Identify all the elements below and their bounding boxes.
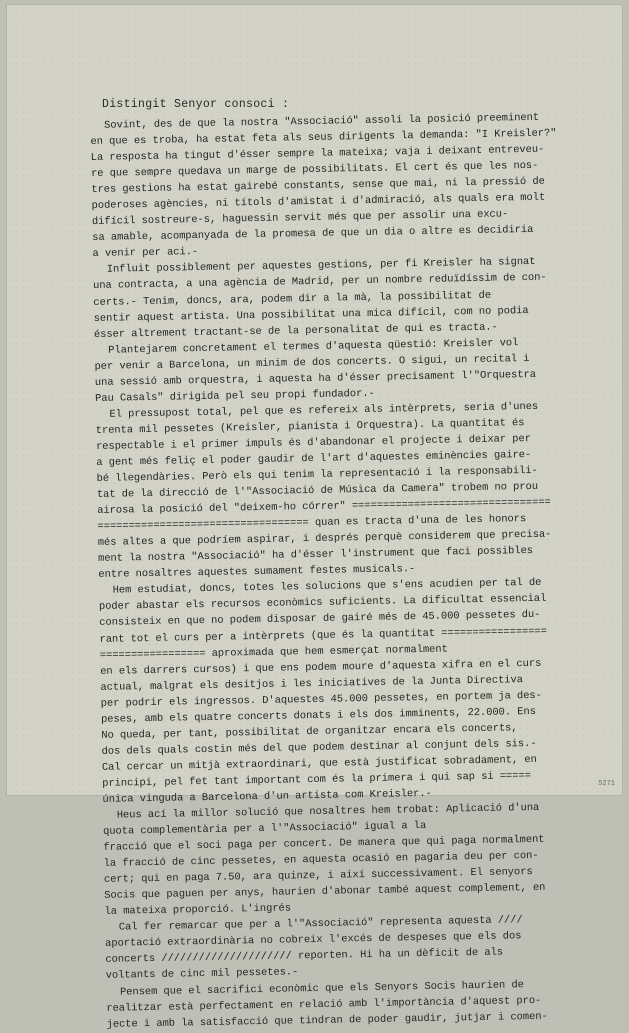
letter-line: Cal cercar un mitjà extraordinari, que està justificat sobradament, en bbox=[101, 753, 537, 774]
letter-line: trenta mil pessetes (Kreisler, pianista i Orquestra). La quantitat és bbox=[95, 416, 525, 437]
letter-line: actual, malgrat els desitjos i les iniciatives de la Junta Directiva bbox=[100, 673, 524, 694]
letter-line: quota complementària per a l'"Associació" igual a la bbox=[102, 820, 427, 838]
letter-line: Plantejarem concretament el termes d'aquesta qüestió: Kreisler vol bbox=[108, 336, 519, 357]
letter-line: realitzar està perfectament en relació amb l'importància d'aquest pro- bbox=[106, 994, 542, 1015]
letter-line: una sessió amb orquestra, i aquesta ha d'ésser precisament l'"Orquestra bbox=[94, 368, 537, 389]
letter-line: a gent més feliç el poder gaudir de l'art d'aquestes eminències gaire- bbox=[96, 448, 532, 469]
salutation: Distingit Senyor consoci : bbox=[102, 98, 290, 111]
letter-line: ésser altrement tractant-se de la personalitat de qui es tracta.- bbox=[93, 321, 498, 341]
letter-line: rant tot el curs per a intèrprets (que és la quantitat ================= bbox=[99, 625, 547, 646]
letter-line: difícil sostreure-s, haguessin servit més que per assolir una excu- bbox=[91, 208, 509, 229]
letter-line: ================================== quan es tracta d'una de les honors bbox=[97, 513, 527, 534]
letter-line: més altes a que podríem aspirar, i després perquè considerem que precisa- bbox=[97, 528, 552, 550]
letter-line: única vinguda a Barcelona d'un artista com Kreisler.- bbox=[102, 787, 432, 806]
letter-line: peses, amb els quatre concerts donats i els dos imminents, 22.000. Ens bbox=[100, 705, 537, 726]
letter-line: principi, pel fet tant important com és la primera i qui sap si ===== bbox=[102, 769, 531, 790]
letter-line: fracció que el soci paga per concert. De manera que qui paga normalment bbox=[103, 833, 545, 854]
letter-line: entre nosaltres aquestes sumament festes musicals.- bbox=[98, 563, 416, 582]
letter-line: La resposta ha tingut d'ésser sempre la mateixa; vaja i deixant entreveu- bbox=[90, 143, 545, 165]
letter-line: tat de la direcció de l'"Associació de Música da Camera" trobem no prou bbox=[96, 480, 539, 502]
letter-line: sentir aquest artista. Una possibilitat una mica difícil, com no podia bbox=[93, 304, 529, 325]
letter-body bbox=[90, 109, 605, 1033]
letter-line: dos dels quals costin més del que podem destinar al conjunt dels sis.- bbox=[101, 737, 537, 758]
letter-line: respectable i el primer impuls és d'abandonar el projecte i deixar per bbox=[95, 432, 532, 453]
letter-line: Sovint, des de que la nostra "Associació" assolí la posició preeminent bbox=[104, 111, 540, 132]
letter-line: tres gestions ha estat gairebé constants, sense que mai, ni la pressió de bbox=[91, 175, 545, 197]
letter-line: concerts ///////////////////// reporten. Hi ha un dèficit de als bbox=[105, 947, 504, 967]
letter-line: en que es troba, ha estat feta als seus dirigents la demanda: "I Kreisler?" bbox=[90, 127, 557, 149]
letter-line: en els darrers cursos) i que ens podem moure d'aquesta xifra en el curs bbox=[100, 657, 542, 678]
letter-line: Influit possiblement per aquestes gestions, per fi Kreisler ha signat bbox=[106, 256, 536, 277]
letter-line: Pau Casals" dirigida pel seu propi fundador.- bbox=[95, 387, 375, 405]
letter-line: certs.- Tenim, doncs, ara, podem dir a la mà, la possibilitat de bbox=[93, 289, 492, 309]
letter-line: per venir a Barcelona, un minim de dos concerts. O sigui, un recital i bbox=[94, 352, 530, 373]
letter-line: Cal fer remarcar que per a l'"Associació" representa aquesta //// bbox=[118, 914, 523, 934]
letter-line: la fracció de cinc pessetes, en aquesta ocasió en pagaria deu per con- bbox=[103, 850, 539, 871]
letter-line: poder abastar els recursos econòmics suficients. La dificultat essencial bbox=[98, 593, 547, 614]
letter-line: voltants de cinc mil pessetes.- bbox=[105, 966, 299, 983]
letter-line: aportació extraordinària no cobreix l'excés de despeses que els dos bbox=[105, 930, 522, 951]
letter-line: una contracta, a una agència de Madrid, per un nombre reduïdíssim de con- bbox=[92, 272, 547, 293]
archive-reference: 5271 bbox=[598, 780, 615, 788]
letter-line: Hem estudiat, doncs, totes les solucions que s'ens acudien per tal de bbox=[112, 577, 542, 598]
letter-line: Socis que paguen per anys, haurien d'abonar també aquest complement, en bbox=[104, 882, 546, 903]
letter-line: Pensem que el sacrifici econòmic que els Senyors Socis haurien de bbox=[119, 978, 524, 999]
letter-line: bé llegendàries. Però els qui tenim la representació i la responsabili- bbox=[96, 464, 538, 485]
letter-line: airosa la posició del "deixem-ho córrer" ================================ bbox=[97, 496, 551, 518]
letter-line: a venir per aci.- bbox=[92, 246, 199, 261]
letter-line: poderoses agències, ni títols d'amistat i d'admiració, als quals era molt bbox=[91, 191, 546, 213]
letter-line: cert; qui en paga 7.50, ara quinze, i així successivament. El senyors bbox=[103, 866, 533, 887]
letter-line: consisteix en que no podem disposar de gairé més de 45.000 pessetes du- bbox=[99, 609, 541, 630]
letter-line: El pressupost total, pel que es refereix als intèrprets, seria d'unes bbox=[109, 400, 539, 421]
letter-line: re que sempre quedava un marge de possibilitats. El cert és que les nos- bbox=[90, 159, 539, 181]
letter-line: ================= aproximada que hem esmerçat normalment bbox=[99, 643, 448, 662]
letter-line: jecte i amb la satisfacció que tindran de poder gaudir, jutjar i comen- bbox=[106, 1010, 548, 1031]
letter-line: per podrir els ingressos. D'aquestes 45.000 pessetes, en portem ja des- bbox=[100, 689, 542, 710]
letter-line: sa amable, acompanyada de la promesa de que un dia o altre es decidiria bbox=[92, 224, 534, 245]
letter-line: ment la nostra "Associació" ha d'ésser l'instrument que faci possibles bbox=[97, 545, 534, 566]
letter-line: la mateixa proporció. L'ingrés bbox=[104, 902, 292, 919]
letter-line: No queda, per tant, possibilitat de organitzar encara els concerts, bbox=[101, 722, 518, 742]
letter-page bbox=[6, 4, 623, 1031]
letter-line: Heus ací la millor solució que nosaltres hem trobat: Aplicació d'una bbox=[116, 801, 540, 822]
